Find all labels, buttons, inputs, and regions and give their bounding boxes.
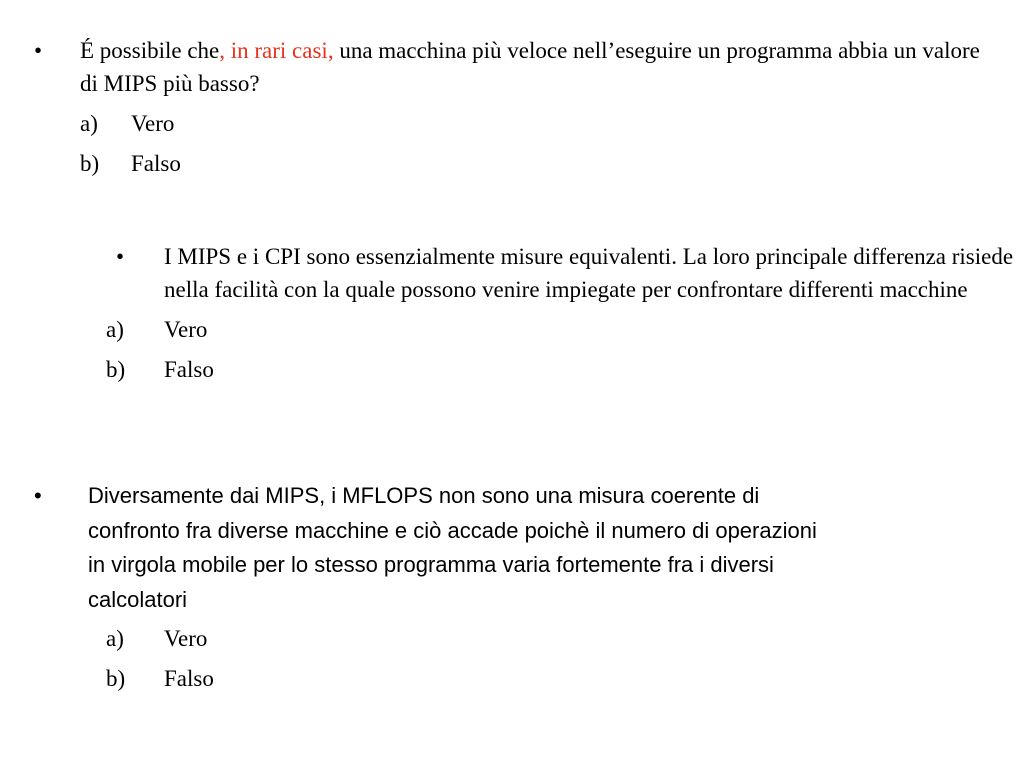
bullet-icon: • <box>34 483 42 508</box>
question-2-text: I MIPS e i CPI sono essenzialmente misure equivalenti. La loro principale differenza risiede nella facilità con la quale possono venire impiegate per confrontare differenti macchine <box>164 244 1014 302</box>
question-2-statement <box>116 240 1016 306</box>
bullet-icon: • <box>116 244 125 269</box>
question-3-text <box>88 479 1024 617</box>
option-a <box>106 622 1024 655</box>
option-b <box>106 662 1024 695</box>
bullet-icon: • <box>34 38 43 63</box>
question-3 <box>34 479 1024 695</box>
option-label: Vero <box>164 626 208 651</box>
option-letter: b) <box>106 666 126 691</box>
question-1-statement <box>34 34 1014 100</box>
question-3-line: in virgola mobile per lo stesso programma varia fortemente fra i diversi <box>88 552 774 577</box>
option-letter: a) <box>106 317 124 342</box>
question-3-line: Diversamente dai MIPS, i MFLOPS non sono una misura coerente di <box>88 483 760 508</box>
question-1-text <box>80 34 980 100</box>
question-1-highlight: , in rari casi, <box>219 38 334 63</box>
question-1-text-after: una macchina più veloce nell’eseguire un programma abbia un valore di MIPS più basso? <box>80 38 980 96</box>
question-1 <box>34 34 1014 180</box>
option-label: Vero <box>164 317 208 342</box>
question-3-options <box>106 622 1024 695</box>
option-b <box>106 353 1016 386</box>
option-letter: b) <box>80 151 100 176</box>
question-3-statement <box>34 479 1024 617</box>
option-label: Falso <box>164 357 214 382</box>
option-letter: b) <box>106 357 126 382</box>
option-label: Falso <box>131 151 181 176</box>
question-3-line: confronto fra diverse macchine e ciò accade poichè il numero di operazioni <box>88 517 817 543</box>
option-label: Vero <box>131 111 175 136</box>
option-a <box>80 107 1014 140</box>
question-1-text-before: É possibile che <box>80 38 220 63</box>
question-1-options <box>34 107 1014 180</box>
option-letter: a) <box>106 626 124 651</box>
question-2-options <box>106 313 1016 386</box>
option-a <box>106 313 1016 346</box>
option-label: Falso <box>164 666 214 691</box>
question-3-line: calcolatori <box>88 586 188 612</box>
option-b <box>80 147 1014 180</box>
question-2 <box>106 240 1016 386</box>
option-letter: a) <box>80 111 98 136</box>
